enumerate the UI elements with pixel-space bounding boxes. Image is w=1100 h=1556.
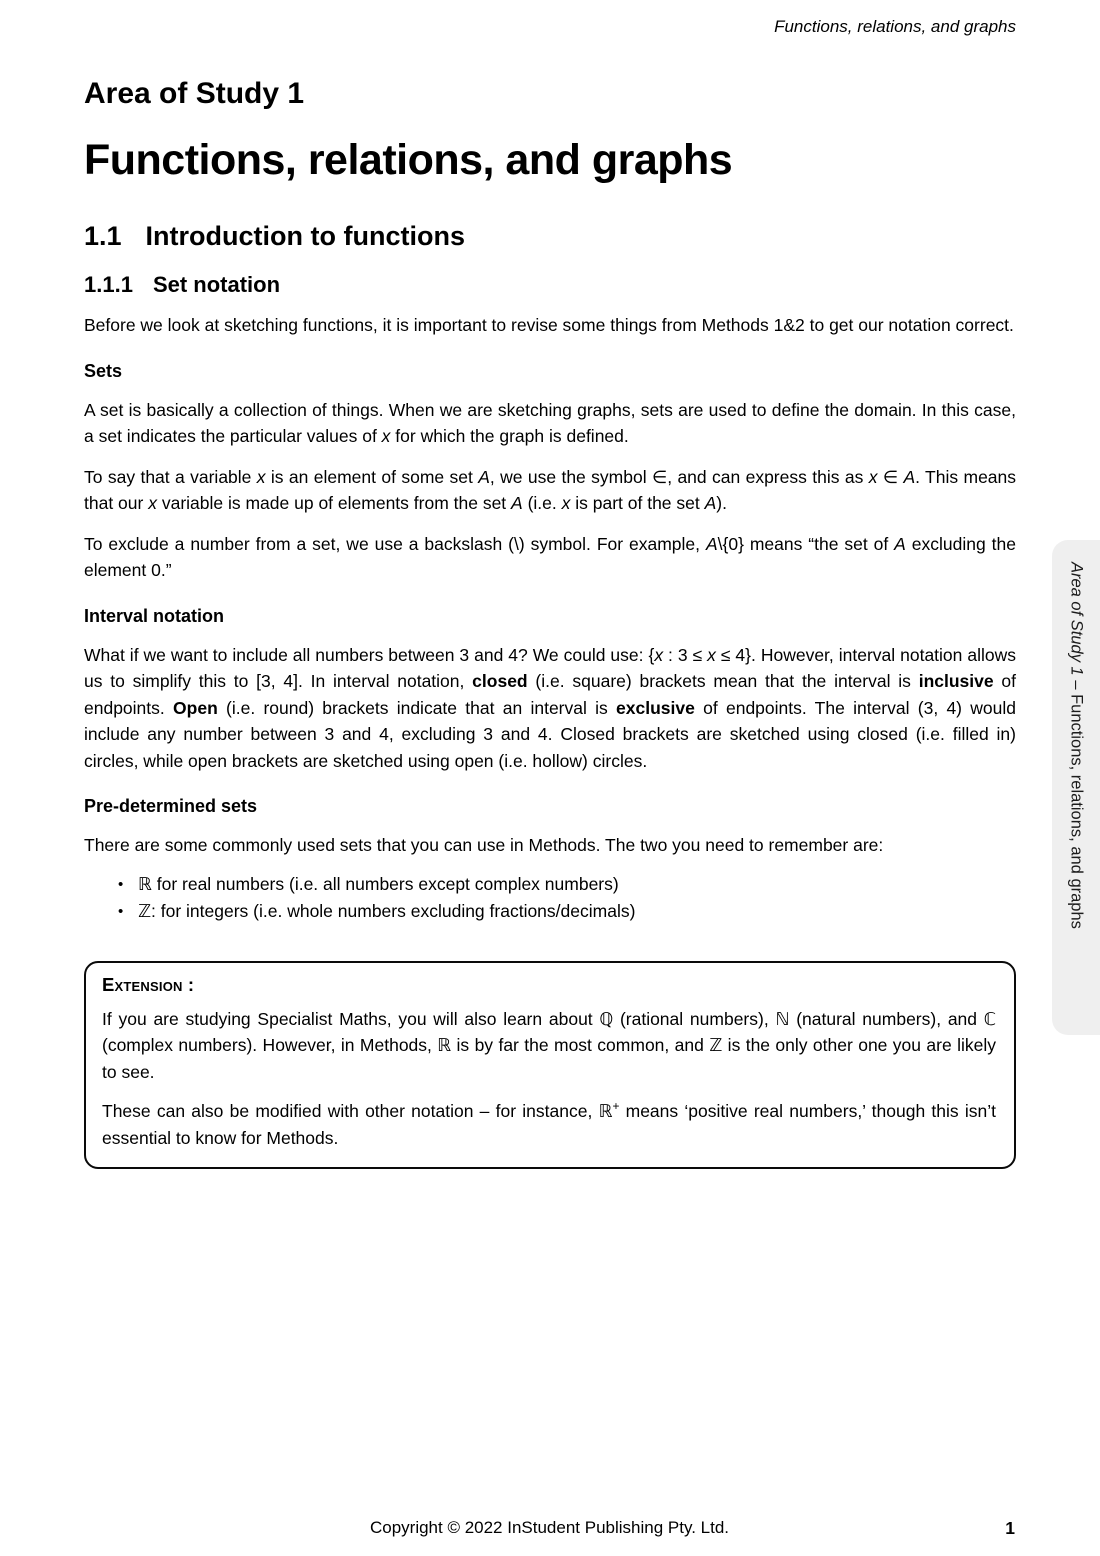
paragraph-intro: Before we look at sketching functions, it is important to revise some things from Methods 1&2 to get our notation correct.	[84, 315, 1014, 335]
paragraph-sets-1: A set is basically a collection of things. When we are sketching graphs, sets are used to define the domain. In this case, a set indicates the particular values of x for which the graph is defined.	[84, 399, 1016, 446]
section-heading	[84, 221, 1016, 252]
section-title: Introduction to functions	[145, 221, 465, 251]
bullet-list	[84, 871, 1016, 925]
extension-label: Extension :	[102, 973, 195, 995]
bullet-icon: •	[118, 902, 124, 920]
heading-interval-notation: Interval notation	[84, 605, 225, 626]
heading-sets: Sets	[84, 360, 123, 381]
subsection-title: Set notation	[152, 272, 281, 297]
heading-predetermined-sets: Pre-determined sets	[84, 796, 258, 816]
paragraph-predetermined: There are some commonly used sets that you can use in Methods. The two you need to remember are:	[84, 835, 884, 855]
page-title: Functions, relations, and graphs	[84, 136, 733, 184]
page-number: 1	[1005, 1518, 1015, 1538]
subsection-heading	[84, 272, 1016, 298]
list-item-text: ℤ: for integers (i.e. whole numbers excluding fractions/decimals)	[138, 900, 636, 921]
paragraph-sets-3: To exclude a number from a set, we use a backslash (\) symbol. For example, A\{0} means “the set of A excluding the element 0.”	[84, 533, 1016, 580]
list-item	[118, 871, 1016, 898]
extension-paragraph-2: These can also be modified with other notation – for instance, ℝ+ means ‘positive real numbers,’ though this isn’t essential to know for Methods.	[102, 1099, 996, 1148]
list-item-text: ℝ for real numbers (i.e. all numbers except complex numbers)	[138, 873, 619, 894]
page-footer	[84, 1517, 1015, 1539]
running-head: Functions, relations, and graphs	[774, 17, 1016, 36]
extension-box	[84, 961, 1016, 1170]
list-item	[118, 898, 1016, 925]
margin-tab	[1052, 540, 1100, 1035]
paragraph-sets-2: To say that a variable x is an element of some set A, we use the symbol ∈, and can express this as x ∈ A. This means that our x variable is made up of elements from the set A (i.e. x is part of the set A).	[84, 466, 1017, 513]
bullet-icon: •	[118, 875, 124, 893]
subsection-number: 1.1.1	[84, 272, 133, 297]
extension-paragraph-1: If you are studying Specialist Maths, you will also learn about ℚ (rational numbers), ℕ (natural numbers), and ℂ (complex numbers). However, in Methods, ℝ is by far the most common, and ℤ is the only other one you are likely to see.	[102, 1008, 996, 1082]
chapter-kicker: Area of Study 1	[84, 77, 305, 110]
copyright-text: Copyright © 2022 InStudent Publishing Pty. Ltd.	[369, 1518, 730, 1537]
paragraph-interval: What if we want to include all numbers between 3 and 4? We could use: {x : 3 ≤ x ≤ 4}. However, interval notation allows us to simplify this to [3, 4]. In interval notation, closed (i.e. square) brackets mean that the interval is inclusive of endpoints. Open (i.e. round) brackets indicate that an interval is exclusive of endpoints. The interval (3, 4) would include any number between 3 and 4, excluding 3 and 4. Closed brackets are sketched using closed (i.e. filled in) circles, while open brackets are sketched using open (i.e. hollow) circles.	[84, 644, 1016, 771]
margin-tab-label: Area of Study 1 – Functions, relations, and graphs	[1067, 562, 1086, 929]
page-content	[84, 0, 1016, 1169]
section-number: 1.1	[84, 221, 122, 251]
